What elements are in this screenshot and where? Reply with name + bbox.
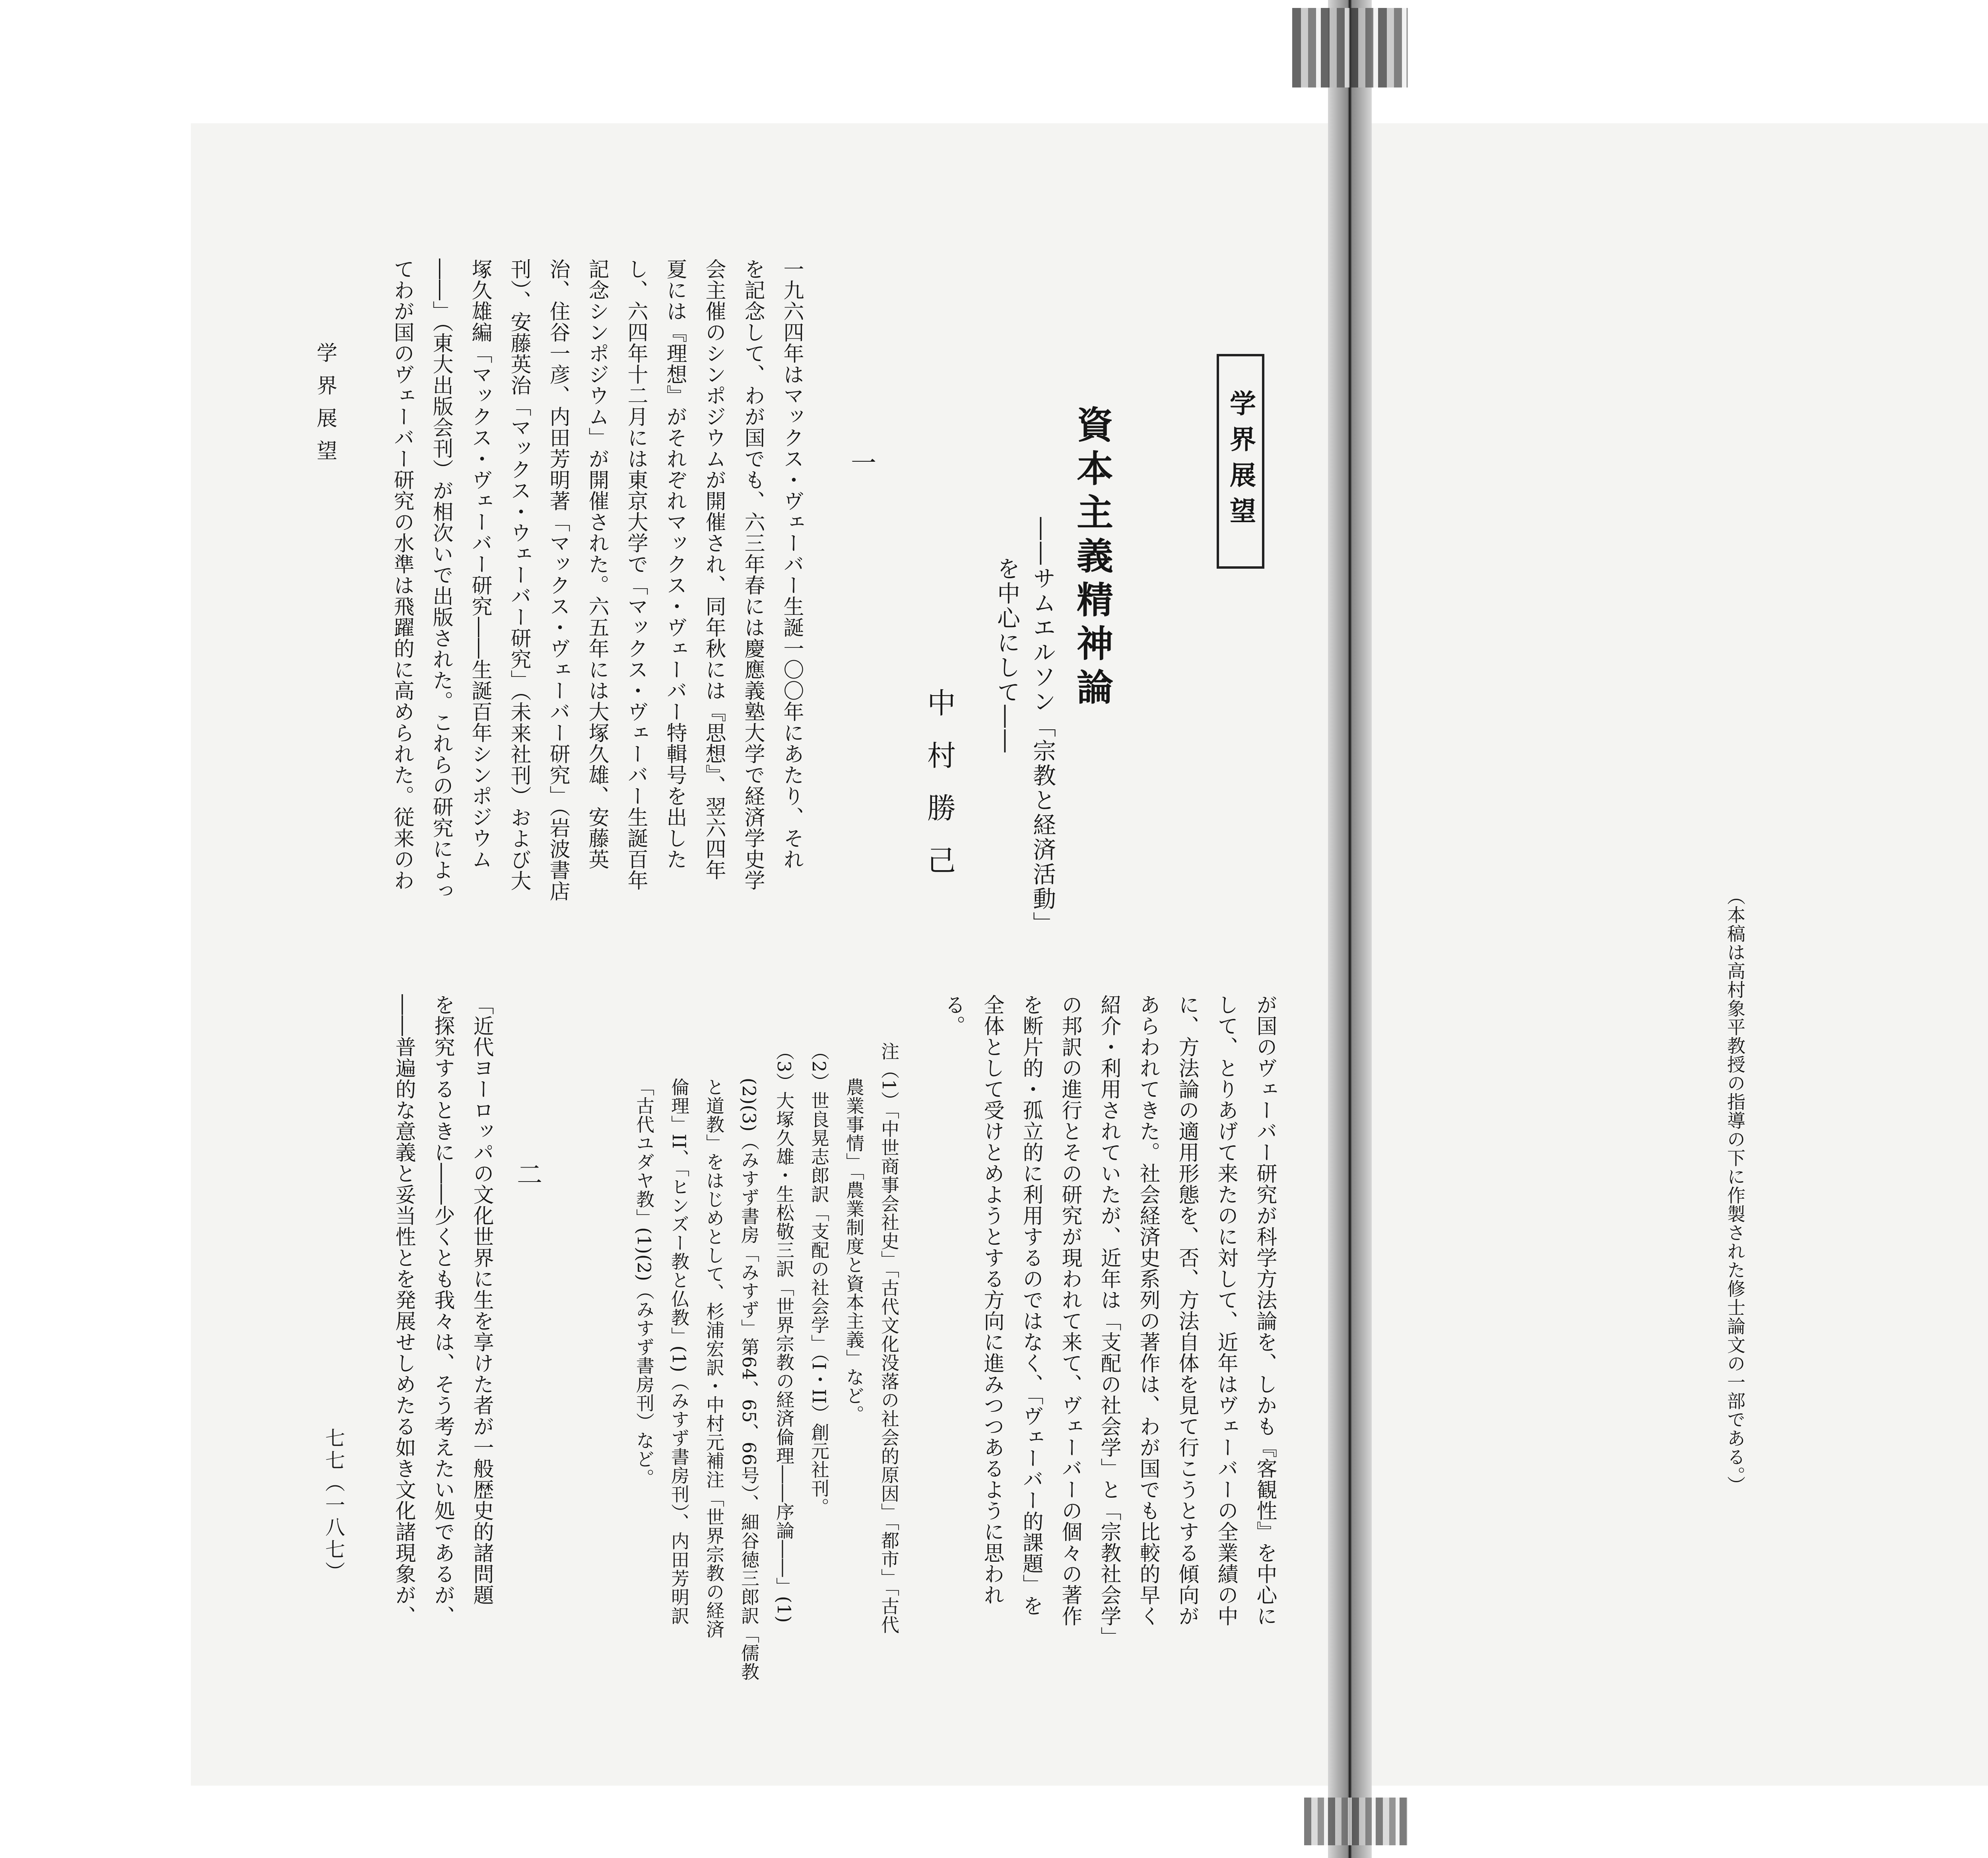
section-number-2: 二 [513, 1161, 542, 1187]
article-subtitle-2: を中心にして―― [993, 557, 1020, 754]
body-2-line-8: 全体として受けとめようとする方向に進みつつあるように思われ [980, 994, 1004, 1605]
note-3-line3: と道教」をはじめとして、杉浦宏訳・中村元補注「世界宗教の経済 [703, 1078, 725, 1638]
body-1-line-4: 夏には『理想』がそれぞれマックス・ヴェーバー特輯号を出した [663, 258, 687, 870]
note-2: （2）世良晃志郎訳「支配の社会学」（I・II）創元社刊。 [808, 1042, 830, 1516]
column-tag: 学界展望 [1217, 354, 1264, 569]
body-part-3 [358, 994, 501, 1670]
body-1-line-6: 記念シンポジウム」が開催された。六五年には大塚久雄、安藤英 [585, 258, 609, 870]
body-part-1 [350, 258, 811, 1014]
left-page-notes [620, 1042, 907, 1681]
body-2-line-4: あらわれてきた。社会経済史系列の著作は、わが国でも比較的早く [1136, 994, 1160, 1627]
note-3-line5: 「古代ユダヤ教」(1)(2)（みすず書房刊）など。 [633, 1078, 655, 1487]
note-3-line4: 倫理」II、「ヒンズー教と仏教」(1)（みすず書房刊）、内田芳明訳 [668, 1078, 690, 1625]
body-1-line-10: ――」（東大出版会刊）が相次いで出版された。これらの研究によっ [429, 258, 453, 902]
closing-note: （本稿は高村象平教授の指導の下に作製された修士論文の一部である。） [1724, 887, 1746, 1495]
page-number-left: 七七（一八七） [322, 1428, 345, 1584]
body-part-2 [934, 994, 1284, 1670]
body-3-line-3: ――普遍的な意義と妥当性とを発展せしめたる如き文化諸現象が、 [392, 994, 415, 1627]
body-1-line-5: し、六四年十二月には東京大学で「マックス・ヴェーバー生誕百年 [624, 258, 648, 891]
author-name: 中村勝己 [922, 688, 956, 898]
note-3-line2: (2)(3)（みすず書房「みすず」第64、65、66号）、細谷徳三郎訳「儒教 [738, 1078, 760, 1681]
note-1-line2: 農業事情」「農業制度と資本主義」など。 [843, 1078, 865, 1424]
body-1-line-9: 塚久雄編「マックス・ヴェーバー研究――生誕百年シンポジウム [468, 258, 492, 870]
body-1-line-2: を記念して、わが国でも、六三年春には慶應義塾大学で経済学史学 [741, 258, 765, 891]
body-1-line-3: 会主催のシンポジウムが開催され、同年秋には『思想』、翌六四年 [702, 258, 726, 880]
article-title: 資本主義精神論 [1071, 406, 1113, 712]
body-1-line-7: 治、住谷一彦、内田芳明著「マックス・ヴェーバー研究」（岩波書店 [546, 258, 570, 902]
body-1-line-11: てわが国のヴェーバー研究の水準は飛躍的に高められた。従来のわ [390, 258, 414, 891]
note-66-line8 [1983, 358, 1988, 1571]
body-2-line-1: が国のヴェーバー研究が科学方法論を、しかも『客観性』を中心に [1253, 994, 1277, 1627]
body-2-line-6: の邦訳の進行とその研究が現われて来て、ヴェーバーの個々の著作 [1058, 994, 1082, 1627]
note-3-line1: （3）大塚久雄・生松敬三訳「世界宗教の経済倫理――序論――」(1) [773, 1042, 795, 1623]
note-1-line1: 注（1）「中世商事会社史」「古代文化没落の社会的原因」「都市」「古代 [878, 1042, 900, 1634]
binding-tab-top [1292, 8, 1408, 87]
binding-tab-bottom [1304, 1798, 1408, 1845]
body-2-line-9: る。 [941, 994, 965, 1036]
body-3-line-1: 「近代ヨーロッパの文化世界に生を享けた者が一般歴史的諸問題 [470, 994, 493, 1605]
body-2-line-7: を断片的・孤立的に利用するのではなく、「ヴェーバー的課題」を [1019, 994, 1043, 1616]
body-1-line-1: 一九六四年はマックス・ヴェーバー生誕一〇〇年にあたり、それ [780, 258, 804, 870]
body-2-line-3: に、方法論の適用形態を、否、方法自体を見て行こうとする傾向が [1175, 994, 1199, 1627]
running-footer-column-tag: 学界展望 [313, 342, 337, 472]
body-2-line-5: 紹介・利用されていたが、近年は「支配の社会学」と「宗教社会学」 [1097, 994, 1121, 1648]
body-2-line-2: して、とりあげて来たのに対して、近年はヴェーバーの全業績の中 [1214, 994, 1238, 1627]
body-1-line-8: 刊）、安藤英治「マックス・ウェーバー研究」（未来社刊）および大 [507, 258, 531, 891]
book-gutter [1328, 0, 1372, 1858]
article-subtitle-1: ――サムエルソン「宗教と経済活動」 [1029, 517, 1056, 936]
section-number-1: 一 [846, 449, 876, 475]
body-3-line-2: を探究するときに――少くとも我々は、そう考えたい処であるが、 [431, 994, 454, 1627]
